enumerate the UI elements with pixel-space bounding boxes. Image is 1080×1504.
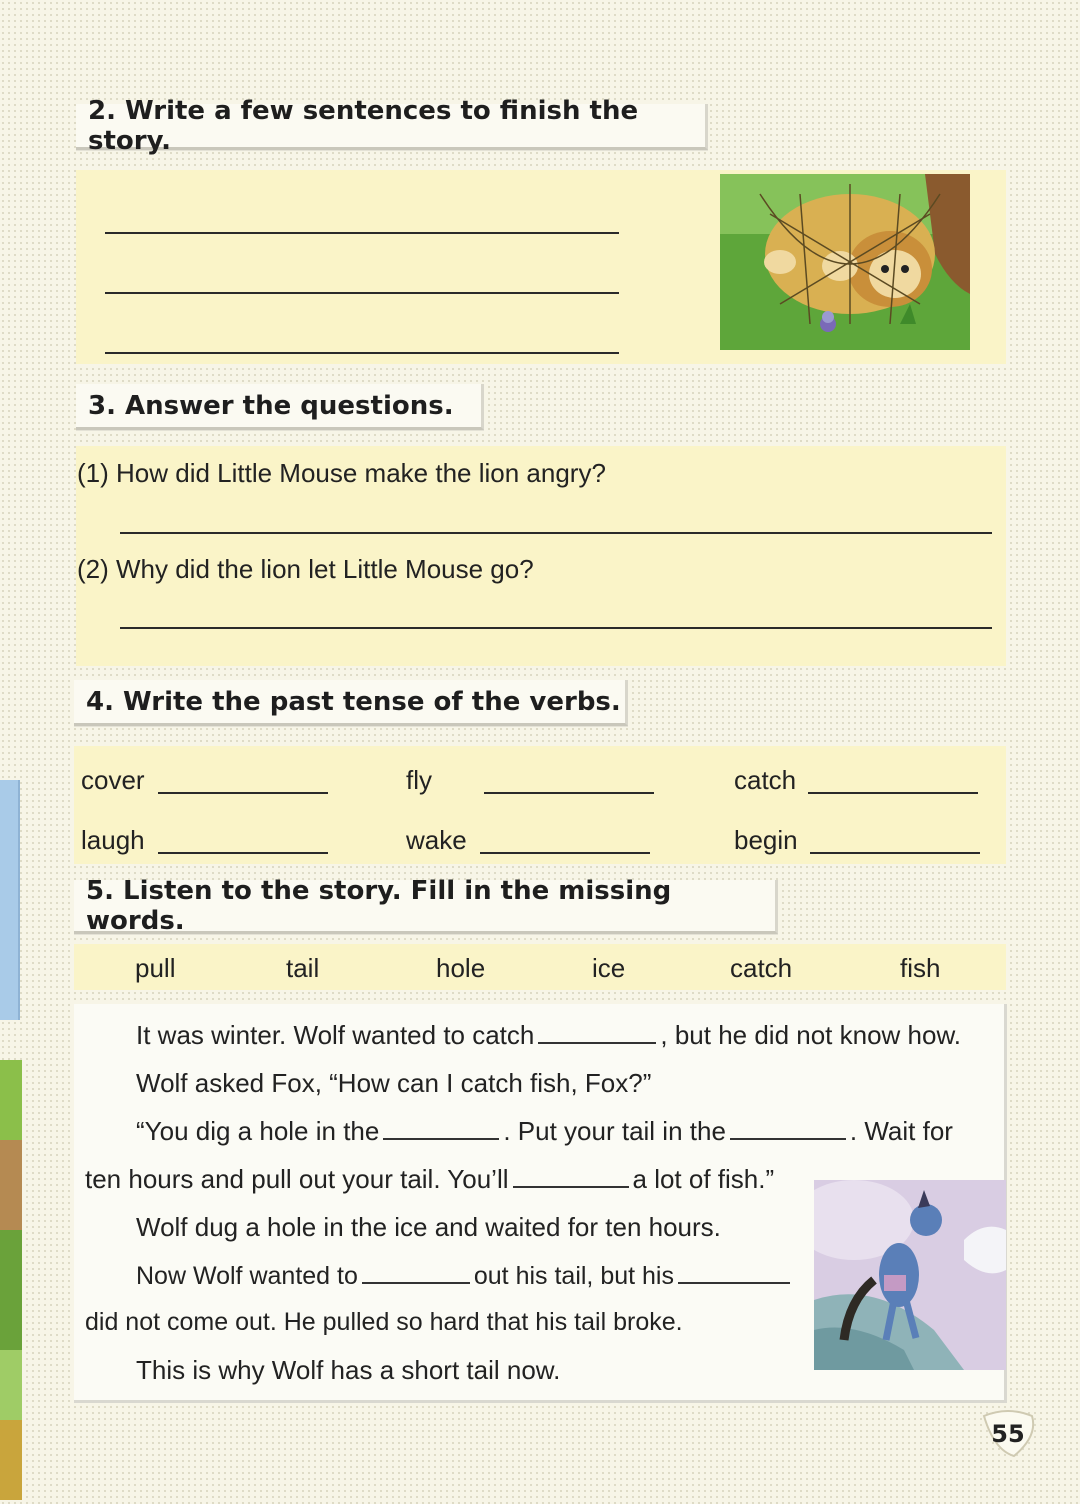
question-1-answer-line[interactable] <box>120 532 992 534</box>
story-blank-5[interactable] <box>362 1260 470 1284</box>
story-line-6-text-b: out his tail, but his <box>473 1262 674 1290</box>
section-3-heading <box>76 384 484 430</box>
word-bank-catch: catch <box>730 953 793 983</box>
answer-line-2[interactable] <box>105 292 619 294</box>
verb-cover: cover <box>81 765 145 795</box>
verb-fly-blank[interactable] <box>484 792 654 794</box>
story-blank-6[interactable] <box>678 1260 790 1284</box>
story-line-1-text-a: It was winter. Wolf wanted to catch <box>136 1020 535 1050</box>
verb-wake-blank[interactable] <box>480 852 650 854</box>
story-line-3-text-c: . Wait for <box>849 1116 953 1146</box>
verb-wake: wake <box>406 825 467 855</box>
page-edge-illustration <box>0 1060 22 1500</box>
section-2-heading-text: 2. Write a few sentences to finish the story. <box>88 95 639 156</box>
verb-catch: catch <box>734 765 797 795</box>
story-line-3 <box>136 1116 953 1147</box>
question-1: (1) How did Little Mouse make the lion angry? <box>77 458 606 488</box>
story-line-3-text-a: “You dig a hole in the <box>136 1116 380 1146</box>
verb-begin-blank[interactable] <box>810 852 980 854</box>
lion-in-net-illustration <box>720 174 970 350</box>
question-2-answer-line[interactable] <box>120 627 992 629</box>
story-blank-4[interactable] <box>513 1164 629 1188</box>
section-4-heading <box>74 680 628 726</box>
answer-line-3[interactable] <box>105 352 619 354</box>
word-bank-hole: hole <box>436 953 486 983</box>
answer-line-1[interactable] <box>105 232 619 234</box>
section-4-panel <box>74 746 1006 864</box>
page-number: 55 <box>991 1420 1025 1448</box>
word-bank-tail: tail <box>286 953 320 983</box>
story-line-3-text-b: . Put your tail in the <box>503 1116 726 1146</box>
story-blank-1[interactable] <box>538 1020 656 1044</box>
word-bank-ice: ice <box>592 953 626 983</box>
story-line-1-text-b: , but he did not know how. <box>660 1020 962 1050</box>
word-bank-fish: fish <box>900 953 941 983</box>
page-edge-strip <box>0 780 20 1020</box>
story-line-1 <box>136 1020 961 1051</box>
story-line-6-text-a: Now Wolf wanted to <box>136 1262 358 1290</box>
story-line-5: Wolf dug a hole in the ice and waited for ten hours. <box>136 1212 721 1242</box>
story-line-8: This is why Wolf has a short tail now. <box>136 1355 561 1385</box>
wolf-tail-broken-illustration <box>814 1180 1006 1370</box>
section-2-heading <box>76 95 708 156</box>
section-5-heading <box>74 875 778 936</box>
question-2: (2) Why did the lion let Little Mouse go? <box>77 554 534 584</box>
section-5-heading-text: 5. Listen to the story. Fill in the missing words. <box>86 875 672 936</box>
story-line-4 <box>85 1164 774 1195</box>
section-4-heading-text: 4. Write the past tense of the verbs. <box>86 686 621 717</box>
verb-begin: begin <box>734 825 798 855</box>
verb-catch-blank[interactable] <box>808 792 978 794</box>
word-bank-panel <box>74 944 1006 990</box>
word-bank-pull: pull <box>135 953 176 983</box>
verb-cover-blank[interactable] <box>158 792 328 794</box>
story-line-2: Wolf asked Fox, “How can I catch fish, Fox?” <box>136 1068 652 1098</box>
verb-fly: fly <box>406 765 432 795</box>
verb-laugh: laugh <box>81 825 145 855</box>
story-blank-3[interactable] <box>730 1116 846 1140</box>
story-blank-2[interactable] <box>383 1116 499 1140</box>
section-3-heading-text: 3. Answer the questions. <box>88 390 454 421</box>
verb-laugh-blank[interactable] <box>158 852 328 854</box>
story-line-7: did not come out. He pulled so hard that his tail broke. <box>85 1308 683 1336</box>
story-line-6 <box>136 1260 794 1291</box>
story-line-4-text-a: ten hours and pull out your tail. You’ll <box>85 1164 509 1194</box>
page-number-badge <box>980 1410 1036 1458</box>
story-line-4-text-b: a lot of fish.” <box>632 1164 775 1194</box>
